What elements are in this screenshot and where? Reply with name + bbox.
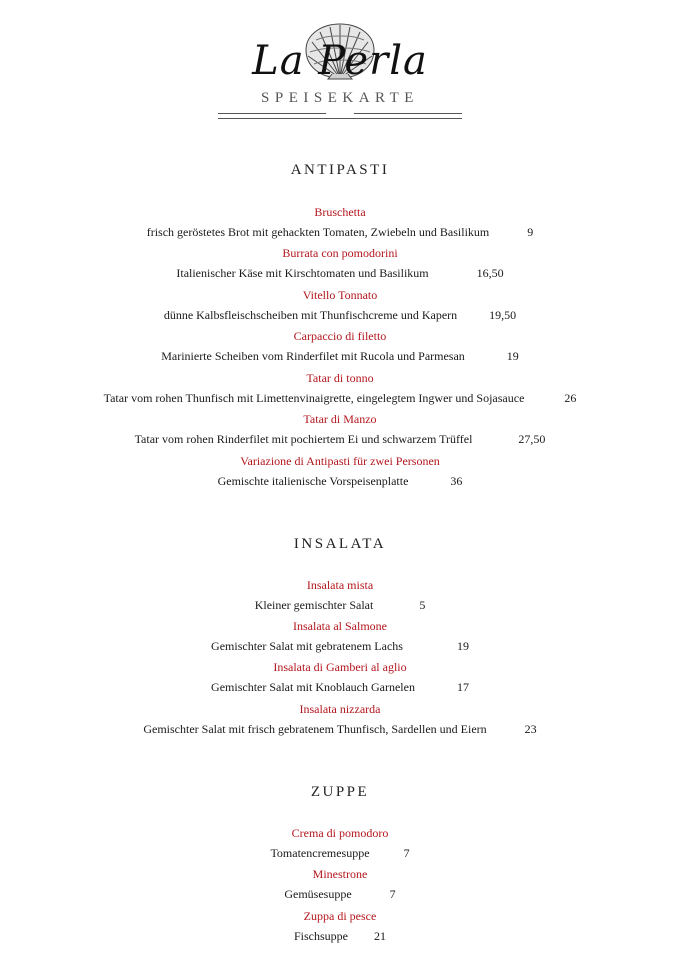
- dish-name: Carpaccio di filetto: [293, 329, 387, 343]
- dish-name: Tatar di Manzo: [303, 412, 377, 426]
- dish-description-row: [0, 266, 680, 281]
- dish-description-row: [0, 680, 680, 695]
- dish-description-row: [0, 598, 680, 613]
- dish-description: Gemischte italienische Vorspeisenplatte: [217, 474, 409, 488]
- dish-description: Marinierte Scheiben vom Rinderfilet mit Rucola und Parmesan: [161, 349, 465, 363]
- dish-name: Crema di pomodoro: [291, 826, 389, 840]
- menu-subtitle: SPEISEKARTE: [261, 90, 419, 106]
- dish-description: Gemischter Salat mit Knoblauch Garnelen: [211, 680, 415, 694]
- dish-name: Vitello Tonnato: [302, 288, 378, 302]
- dish-price: 26: [564, 391, 577, 405]
- dish-description-row: [0, 391, 680, 406]
- dish-description-row: [0, 308, 680, 323]
- dish-price: 27,50: [518, 432, 546, 446]
- dish-price: 36: [450, 474, 463, 488]
- dish-name: Insalata mista: [306, 578, 374, 592]
- dish-name: Burrata con pomodorini: [282, 246, 398, 260]
- dish-name: Zuppa di pesce: [303, 909, 377, 923]
- dish-description-row: [0, 722, 680, 737]
- dish-description-row: [0, 846, 680, 861]
- dish-name: Tatar di tonno: [306, 371, 374, 385]
- dish-description-row: [0, 474, 680, 489]
- dish-description-row: [0, 639, 680, 654]
- dish-description: Fischsuppe: [294, 929, 348, 943]
- dish-name: Insalata al Salmone: [293, 619, 387, 633]
- dish-price: 19: [456, 639, 469, 653]
- dish-name: Bruschetta: [314, 205, 366, 219]
- dish-price: 23: [524, 722, 537, 736]
- dish-price: 7: [389, 887, 396, 901]
- dish-description-row: [0, 432, 680, 447]
- section-title-insalata: INSALATA: [293, 536, 387, 552]
- dish-description: Tatar vom rohen Thunfisch mit Limettenvinaigrette, eingelegtem Ingwer und Sojasauce: [103, 391, 525, 405]
- section-title-zuppe: ZUPPE: [310, 784, 370, 800]
- dish-price: 5: [419, 598, 426, 612]
- dish-description: dünne Kalbsfleischscheiben mit Thunfischcreme und Kapern: [163, 308, 458, 322]
- section-title-antipasti: ANTIPASTI: [290, 162, 390, 178]
- dish-price: 19,50: [489, 308, 517, 322]
- dish-price: 16,50: [476, 266, 504, 280]
- dish-price: 19: [506, 349, 519, 363]
- dish-price: 17: [456, 680, 469, 694]
- dish-description-row: [0, 225, 680, 240]
- dish-price: 7: [403, 846, 410, 860]
- dish-price: 21: [374, 929, 386, 943]
- dish-description: Tatar vom rohen Rinderfilet mit pochiertem Ei und schwarzem Trüffel: [134, 432, 473, 446]
- brand-name: La Perla: [252, 38, 428, 84]
- dish-description: Tomatencremesuppe: [270, 846, 370, 860]
- dish-description: Gemischter Salat mit frisch gebratenem Thunfisch, Sardellen und Eiern: [143, 722, 487, 736]
- dish-description: frisch geröstetes Brot mit gehackten Tomaten, Zwiebeln und Basilikum: [146, 225, 490, 239]
- dish-description-row: [0, 887, 680, 902]
- dish-description: Italienischer Käse mit Kirschtomaten und Basilikum: [176, 266, 429, 280]
- dish-name: Insalata nizzarda: [299, 702, 381, 716]
- dish-description: Gemüsesuppe: [284, 887, 352, 901]
- dish-name: Insalata di Gamberi al aglio: [273, 660, 407, 674]
- dish-price: 9: [527, 225, 534, 239]
- dish-name: Variazione di Antipasti für zwei Personen: [240, 454, 440, 468]
- dish-description-row: [0, 349, 680, 364]
- dish-name: Minestrone: [312, 867, 368, 881]
- dish-description-row: [0, 929, 680, 944]
- dish-description: Gemischter Salat mit gebratenem Lachs: [211, 639, 403, 653]
- dish-description: Kleiner gemischter Salat: [254, 598, 374, 612]
- logo: [0, 0, 680, 130]
